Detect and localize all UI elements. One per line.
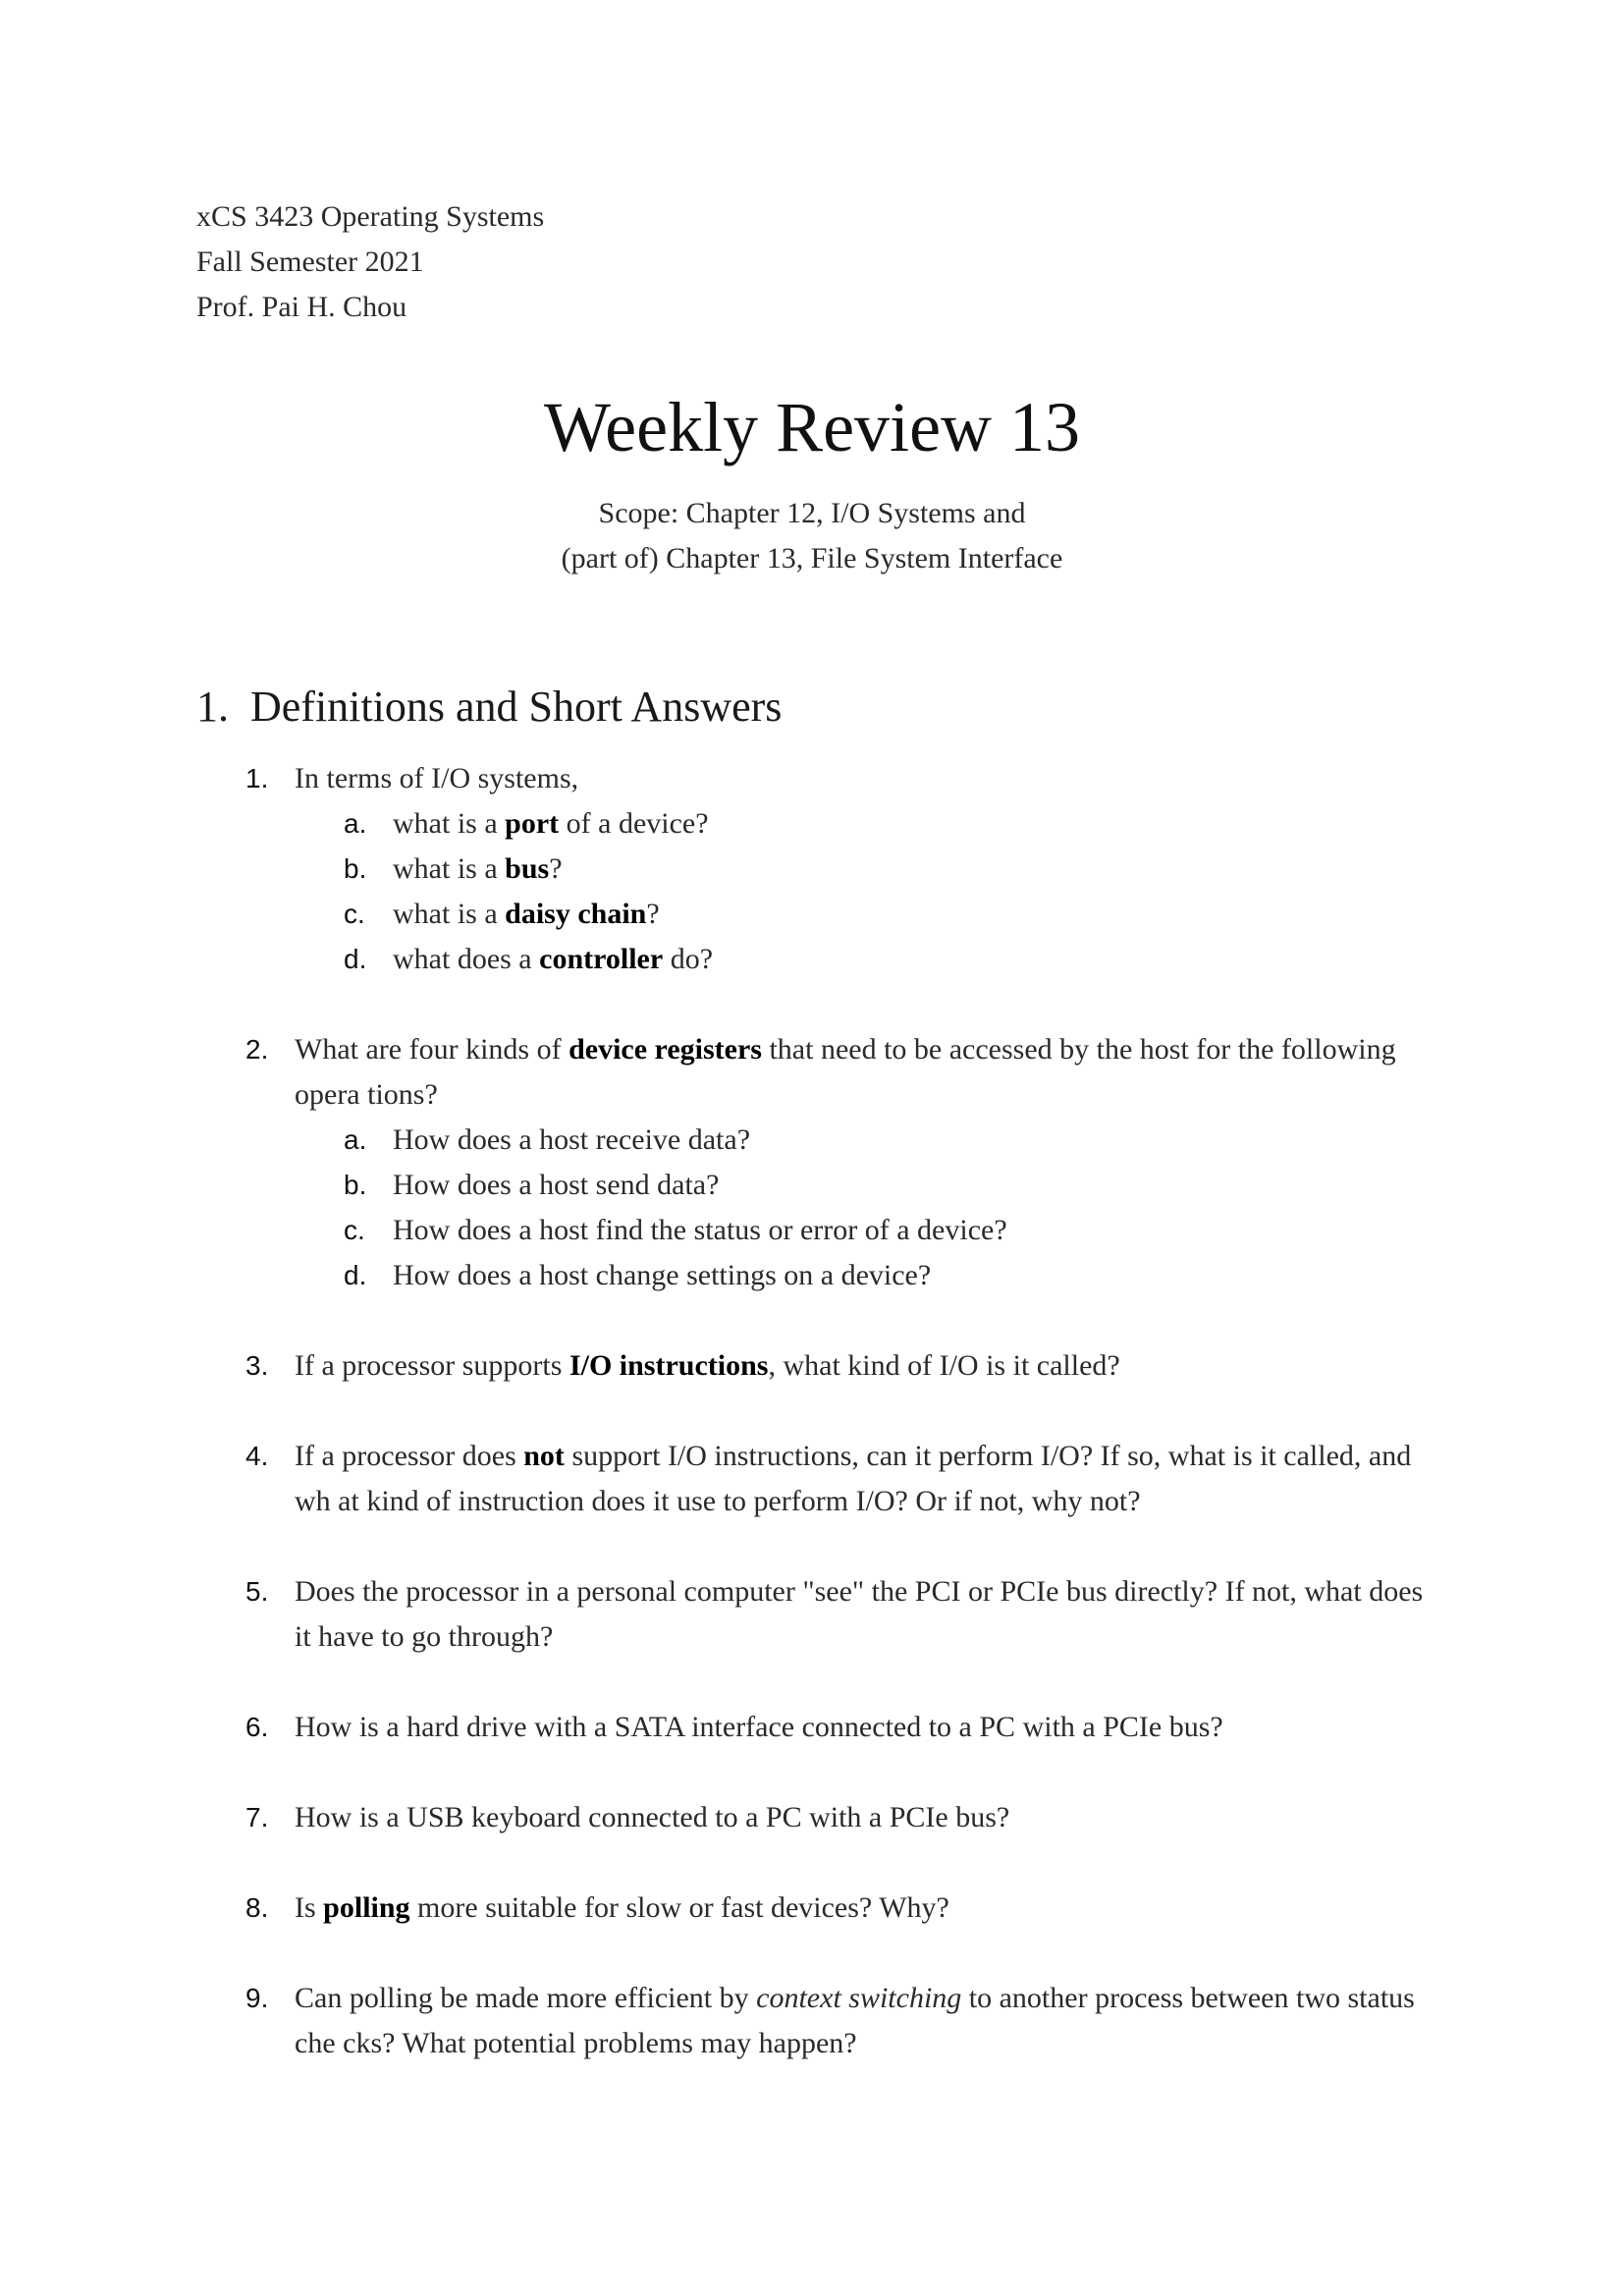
sub-text: what is a bus? [393,852,563,885]
question-number: 7. [245,1802,269,1832]
sub-letter: c. [344,899,365,929]
question-number: 9. [245,1983,269,2013]
question-4 [245,1434,1443,1524]
sub-letter: a. [344,1124,367,1155]
sub-question-d [344,937,1443,982]
sub-question-a [344,1118,1443,1163]
sub-question-c [344,1208,1443,1253]
question-text: Does the processor in a personal computer "see" the PCI or PCIe bus directly? If not, what does it have to go through? [295,1575,1424,1653]
term-io-instructions: I/O instructions [568,1349,769,1382]
sub-text: How does a host receive data? [393,1123,751,1156]
question-5 [245,1569,1443,1660]
question-9 [245,1976,1443,2066]
term-device-registers: device registers [568,1033,762,1066]
section-number: 1. [196,683,229,731]
sub-letter: c. [344,1215,365,1245]
section-title: Definitions and Short Answers [250,683,783,731]
scope-line-2: (part of) Chapter 13, File System Interface [561,542,1063,574]
question-text: How is a USB keyboard connected to a PC with a PCIe bus? [295,1801,1010,1833]
term-bus: bus [505,852,550,885]
question-text: In terms of I/O systems, [295,762,579,794]
question-number: 2. [245,1034,269,1065]
sub-text: what does a controller do? [393,943,714,975]
page-title: Weekly Review 13 [543,388,1081,466]
sub-question-c [344,892,1443,937]
question-2 [245,1027,1443,1298]
question-number: 3. [245,1350,269,1381]
question-text: Can polling be made more efficient by context switching to another process between two status che cks? What potential problems may happen? [295,1982,1415,2059]
sub-question-b [344,847,1443,892]
sub-text: what is a port of a device? [393,807,709,840]
scope-description [0,491,1624,581]
sub-text: How does a host find the status or error of a device? [393,1214,1007,1246]
term-controller: controller [539,943,664,975]
sub-text: How does a host change settings on a device? [393,1259,932,1291]
term-context-switching: context switching [756,1982,962,2014]
sub-question-b [344,1163,1443,1208]
question-number: 1. [245,763,269,793]
question-1 [245,756,1443,982]
course-name: xCS 3423 Operating Systems [196,200,545,233]
sub-question-d [344,1253,1443,1298]
sub-letter: d. [344,944,367,974]
question-number: 6. [245,1712,269,1742]
question-number: 5. [245,1576,269,1607]
sub-letter: b. [344,853,367,884]
question-number: 8. [245,1892,269,1923]
course-header [196,194,544,330]
sub-letter: d. [344,1260,367,1290]
scope-line-1: Scope: Chapter 12, I/O Systems and [598,497,1026,529]
section-heading [196,680,782,735]
term-daisy-chain: daisy chain [505,898,647,930]
question-text: If a processor supports I/O instructions, what kind of I/O is it called? [295,1349,1120,1382]
question-text: If a processor does not support I/O instructions, can it perform I/O? If so, what is it called, and wh at kind of instruction does it use to perform I/O? Or if not, why not? [295,1440,1412,1517]
sub-letter: a. [344,808,367,839]
term-polling: polling [323,1891,410,1924]
question-text: What are four kinds of device registers that need to be accessed by the host for the following opera tions? [295,1033,1396,1111]
sub-text: How does a host send data? [393,1169,720,1201]
question-text: How is a hard drive with a SATA interface connected to a PC with a PCIe bus? [295,1711,1223,1743]
sub-letter: b. [344,1170,367,1200]
question-8 [245,1886,1443,1931]
question-number: 4. [245,1441,269,1471]
term-not: not [523,1440,565,1472]
term-port: port [505,807,560,840]
question-7 [245,1795,1443,1840]
semester: Fall Semester 2021 [196,246,424,278]
question-text: Is polling more suitable for slow or fast devices? Why? [295,1891,949,1924]
professor: Prof. Pai H. Chou [196,291,407,323]
question-3 [245,1343,1443,1389]
sub-text: what is a daisy chain? [393,898,660,930]
sub-question-a [344,801,1443,847]
question-6 [245,1705,1443,1750]
